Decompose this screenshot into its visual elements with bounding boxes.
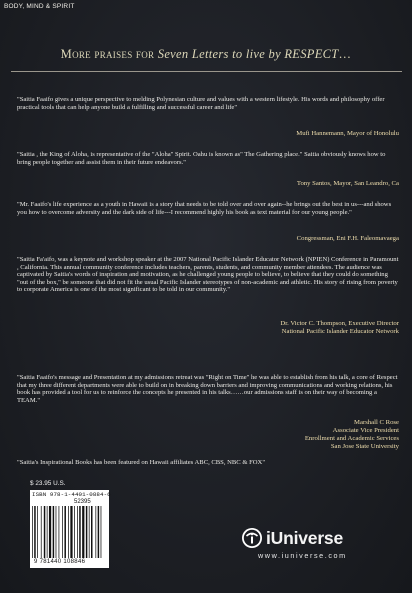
attribution-line: Dr. Victor C. Thompson, Executive Director bbox=[280, 320, 399, 327]
barcode-bar bbox=[44, 506, 46, 558]
quote-attribution bbox=[280, 320, 399, 336]
quote-text: "Saitia's Inspirational Books has been featured on Hawaii affiliates ABC, CBS, NBC & FOX" bbox=[17, 459, 266, 466]
attribution-line: Marshall C Rose bbox=[354, 419, 399, 426]
barcode-bar bbox=[77, 506, 78, 558]
barcode-bar bbox=[101, 506, 102, 558]
iuniverse-logo-icon bbox=[241, 527, 263, 549]
quote-text: "Saitia Faaifo gives a unique perspective to melding Polynesian culture and values with a western lifestyle. His words and philosophy offer practical tools that can help anyone build a fulfilling and successful career and life" bbox=[17, 96, 385, 111]
attribution-line: Mufi Hannemann, Mayor of Honolulu bbox=[296, 130, 399, 137]
publisher-url: www.iuniverse.com bbox=[258, 551, 347, 560]
isbn-text: ISBN 978-1-4401-0884-6 bbox=[32, 491, 111, 498]
attribution-line: Enrollment and Academic Services bbox=[304, 435, 399, 443]
barcode-bar bbox=[91, 506, 93, 558]
barcode-bar bbox=[98, 506, 100, 558]
quote-text: "Mr. Faaifo's life experience as a youth in Hawaii is a story that needs to be told over and over again--he brings out the best in us---and shows you how to overcome adversity and the dark side of life---I recommend highly his book as text material for our young people." bbox=[17, 201, 392, 216]
barcode-bar bbox=[56, 506, 57, 558]
barcode-bar bbox=[74, 506, 75, 558]
barcode-bar bbox=[53, 506, 55, 558]
attribution-line: San Jose State University bbox=[330, 443, 399, 451]
quote-attribution bbox=[297, 235, 399, 243]
attribution-line: Tony Santos, Mayor, San Leandro, Ca bbox=[296, 180, 399, 187]
attribution-line: Congressman, Eni F.H. Faleomavaega bbox=[296, 235, 399, 242]
quote-text: "Saitia Fa'aifo, was a keynote and workshop speaker at the 2007 National Pacific Islander Educator Network (NPIEN) Conference in Paramount , California. This annual community conference includes teachers, parents, students, and community member attendees. The audience was captivated by Saitia's words of inspiration and motivation, as he challenged young people to believe, to believe that they could do something "out of the box," be someone that did not fit the usual Pacific Islander stereotypes of non-academic and athletic. His story of rising from poverty to corporate America is one of the most significant to be told in our community." bbox=[17, 256, 399, 294]
price-label: $ 23.95 U.S. bbox=[30, 480, 66, 487]
quote-attribution bbox=[297, 180, 399, 188]
publisher-logo bbox=[241, 527, 381, 549]
price-code: 52395 bbox=[74, 499, 91, 505]
barcode-bar bbox=[32, 506, 33, 558]
barcode-bar bbox=[59, 506, 60, 558]
attribution-line: National Pacific Islander Educator Network bbox=[281, 328, 399, 336]
barcode-bar bbox=[64, 506, 66, 558]
quote-attribution bbox=[305, 419, 399, 451]
barcode bbox=[30, 490, 109, 568]
barcode-bar bbox=[82, 506, 84, 558]
divider bbox=[11, 71, 402, 72]
barcode-number: 9 781440 108846 bbox=[34, 559, 86, 565]
attribution-line: Associate Vice President bbox=[332, 427, 399, 435]
praise-heading bbox=[0, 47, 412, 62]
barcode-bar bbox=[89, 506, 90, 558]
barcode-bar bbox=[34, 506, 36, 558]
quote-text: "Saitia , the King of Aloha, is representative of the "Aloha" Spirit. Oahu is known as" The Gathering place." Saitia obviously knows how to bring people together and assist them in their future endeavors." bbox=[17, 151, 386, 166]
heading-suffix: … bbox=[338, 47, 352, 61]
barcode-bar bbox=[68, 506, 69, 558]
barcode-bar bbox=[37, 506, 38, 558]
barcode-bar bbox=[86, 506, 88, 558]
publisher-name: iUniverse bbox=[266, 528, 343, 548]
heading-prefix: More praises for bbox=[60, 47, 158, 61]
barcode-bar bbox=[70, 506, 72, 558]
barcode-bar bbox=[49, 506, 51, 558]
category-label: BODY, MIND & SPIRIT bbox=[4, 3, 75, 10]
quote-text: "Saitia Faaifo's message and Presentation at my admissions retreat was "Right on Time" he was able to establish from his talk, a core of Respect that my three different departments were able to build on in breaking down barriers and improving communications and working relations, his book has provided a tool for us to reinforce the concepts he presented in his talks……our admissions staff is on their way of becoming a TEAM." bbox=[17, 374, 398, 404]
barcode-bar bbox=[95, 506, 96, 558]
heading-book-title: Seven Letters to live by RESPECT bbox=[157, 47, 339, 61]
quote-attribution bbox=[296, 130, 399, 138]
barcode-bar bbox=[41, 506, 42, 558]
barcode-bar bbox=[47, 506, 48, 558]
barcode-bars bbox=[32, 506, 107, 558]
barcode-bar bbox=[62, 506, 63, 558]
barcode-bar bbox=[79, 506, 81, 558]
